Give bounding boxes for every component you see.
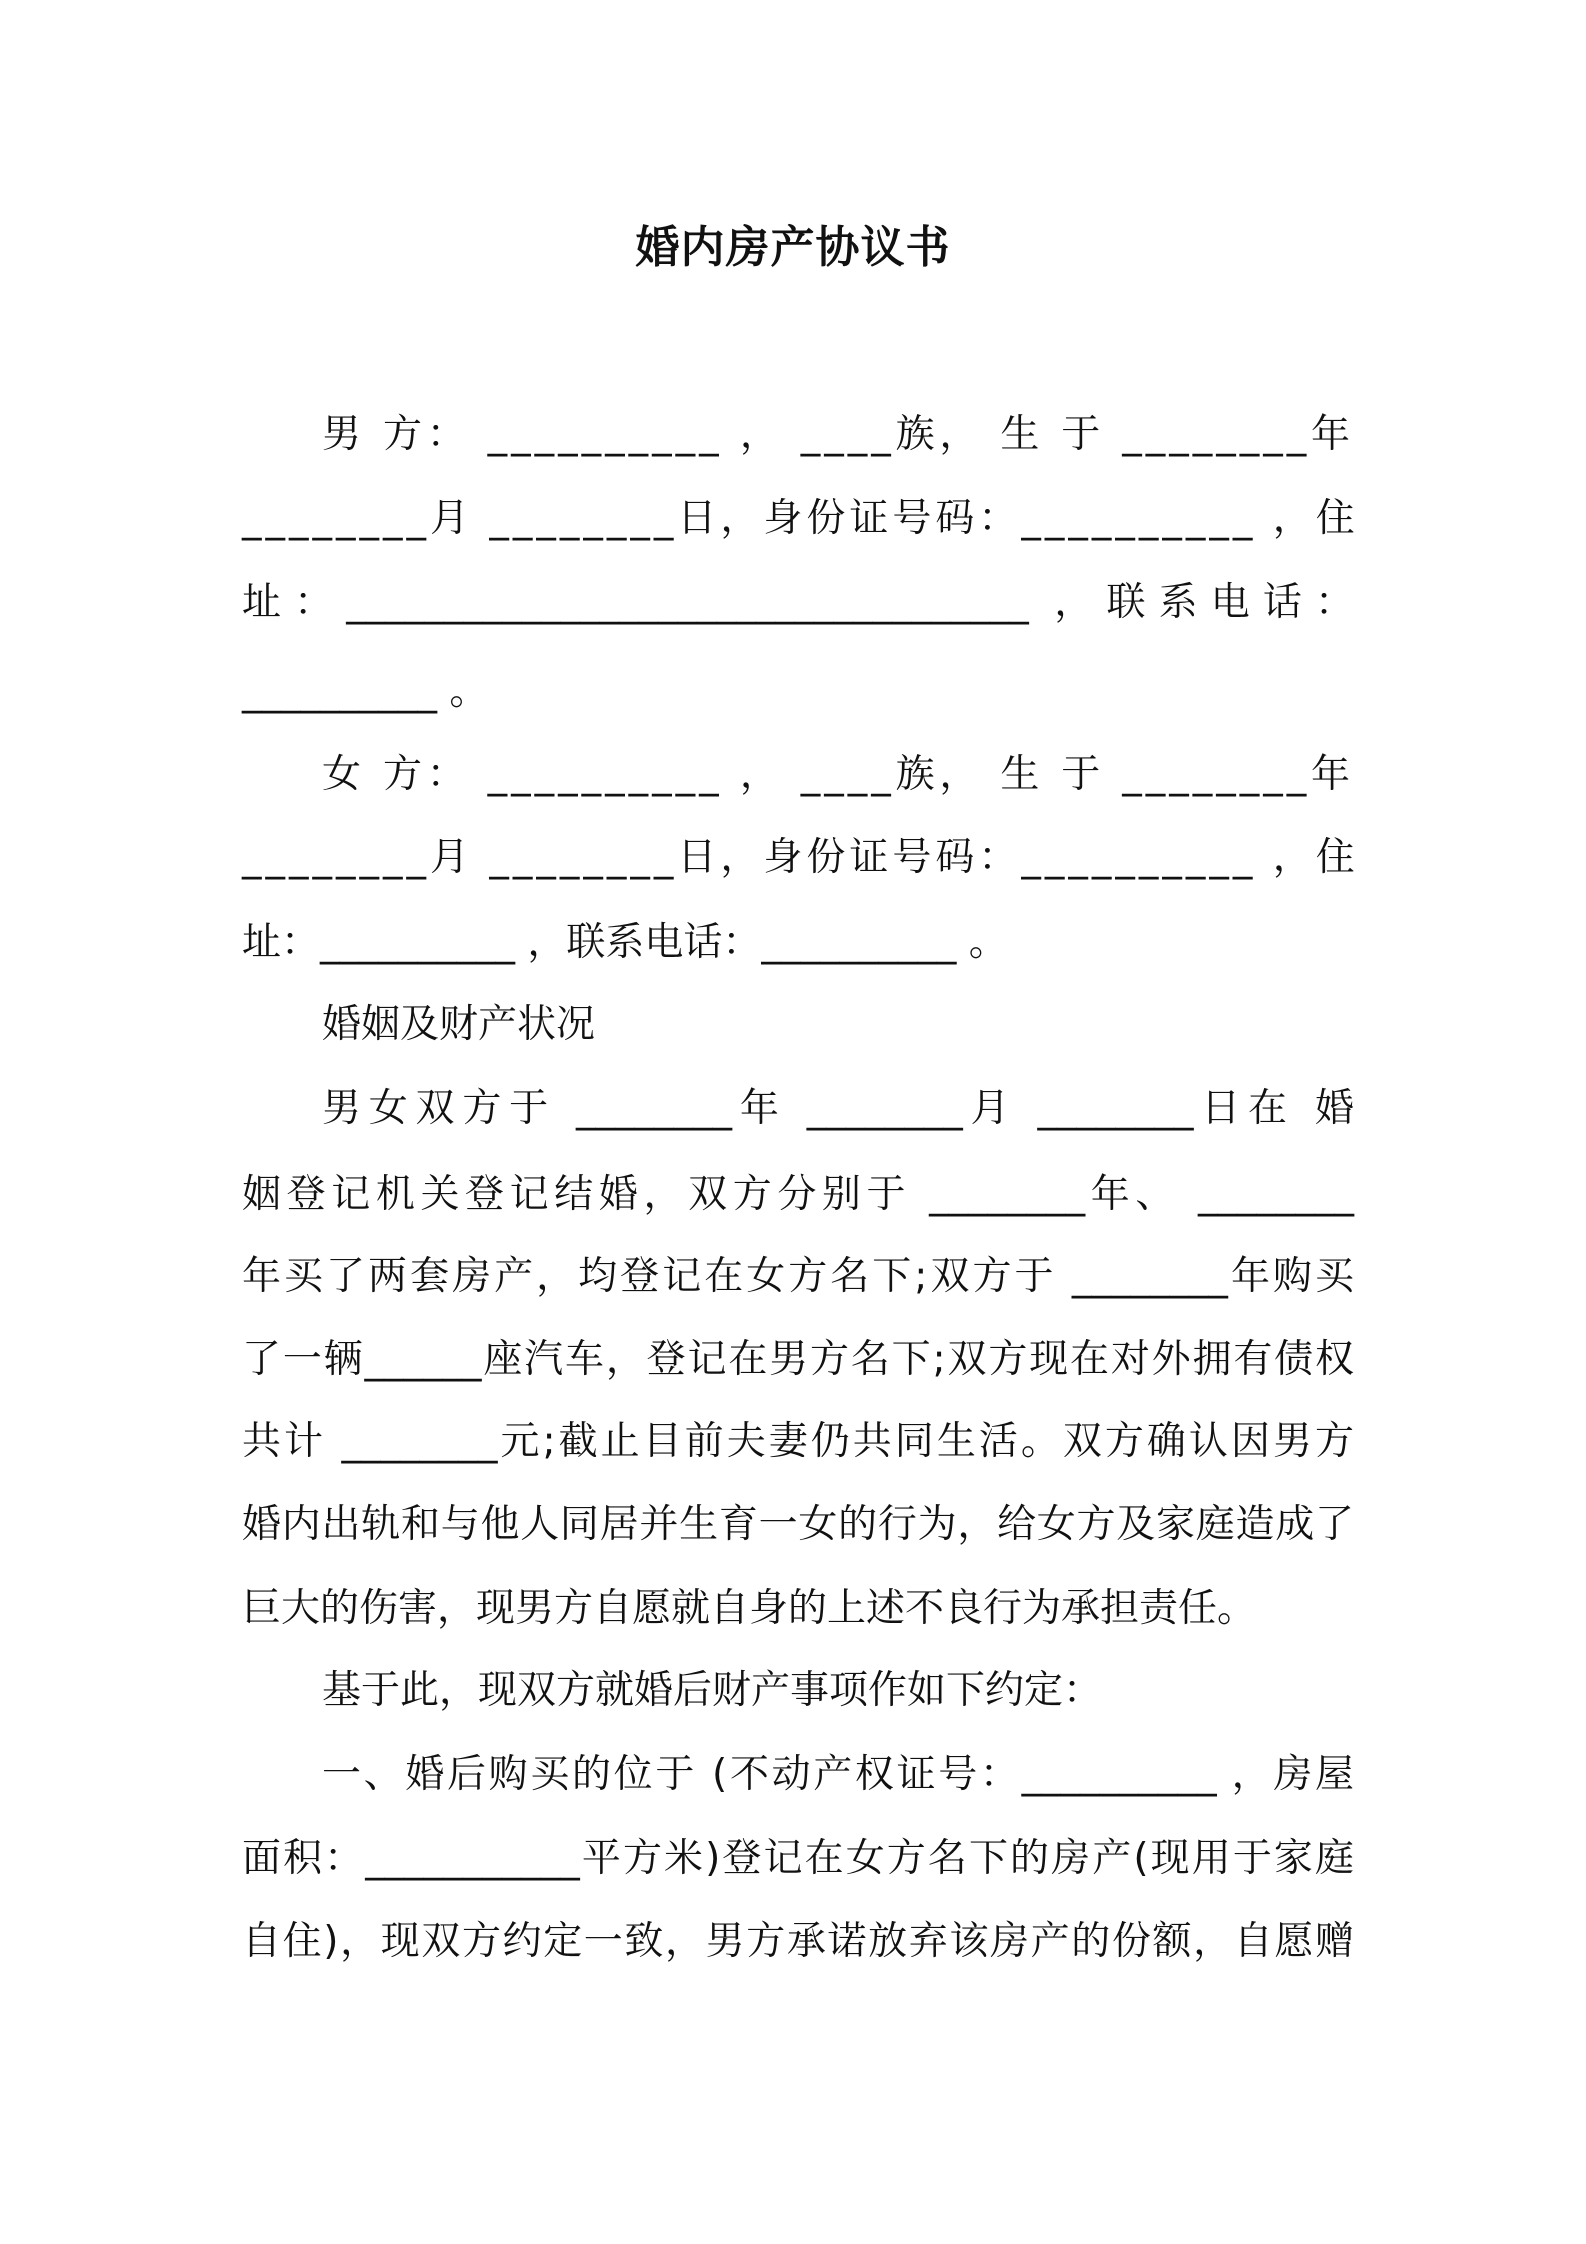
paragraph-line: 巨大的伤害，现男方自愿就自身的上述不良行为承担责任。 — [242, 1586, 1257, 1631]
paragraph-line: 姻登记机关登记结婚，双方分别于 ________年、 ________ — [242, 1172, 1354, 1217]
paragraph-line: 婚内出轨和与他人同居并生育一女的行为，给女方及家庭造成了 — [242, 1502, 1354, 1547]
paragraph-line: 年买了两套房产，均登记在女方名下;双方于 ________年购买 — [242, 1254, 1354, 1299]
paragraph-line: 共计 ________元;截止目前夫妻仍共同生活。双方确认因男方 — [242, 1419, 1354, 1464]
female-party-line-1: 女 方： __________ ， ____族， 生 于 ________年 — [322, 752, 1354, 797]
section-heading: 婚姻及财产状况 — [322, 1002, 596, 1047]
female-party-line-2: ________月 ________日，身份证号码：__________ ，住 — [242, 835, 1359, 880]
clause-line: 一、婚后购买的位于 (不动产权证号：__________ ，房屋 — [322, 1752, 1354, 1797]
paragraph-line: 男女双方于 ________年 ________月 ________日在 婚 — [322, 1086, 1354, 1131]
clause-line: 自住)，现双方约定一致，男方承诺放弃该房产的份额，自愿赠 — [242, 1919, 1354, 1964]
clause-line: 面积：___________平方米)登记在女方名下的房产(现用于家庭 — [242, 1836, 1354, 1881]
female-party-line-3: 址：__________ ，联系电话：__________ 。 — [242, 920, 1008, 965]
agreement-intro: 基于此，现双方就婚后财产事项作如下约定： — [322, 1668, 1103, 1713]
document-title: 婚内房产协议书 — [635, 222, 951, 273]
male-party-line-2: ________月 ________日，身份证号码：__________ ，住 — [242, 496, 1359, 541]
paragraph-line: 了一辆______座汽车，登记在男方名下;双方现在对外拥有债权 — [242, 1337, 1354, 1382]
male-party-line-4: __________ 。 — [242, 669, 489, 714]
male-party-line-1: 男 方： __________ ， ____族， 生 于 ________年 — [322, 412, 1354, 457]
male-party-line-3: 址：___________________________________ ，联系电话： — [242, 580, 1354, 625]
